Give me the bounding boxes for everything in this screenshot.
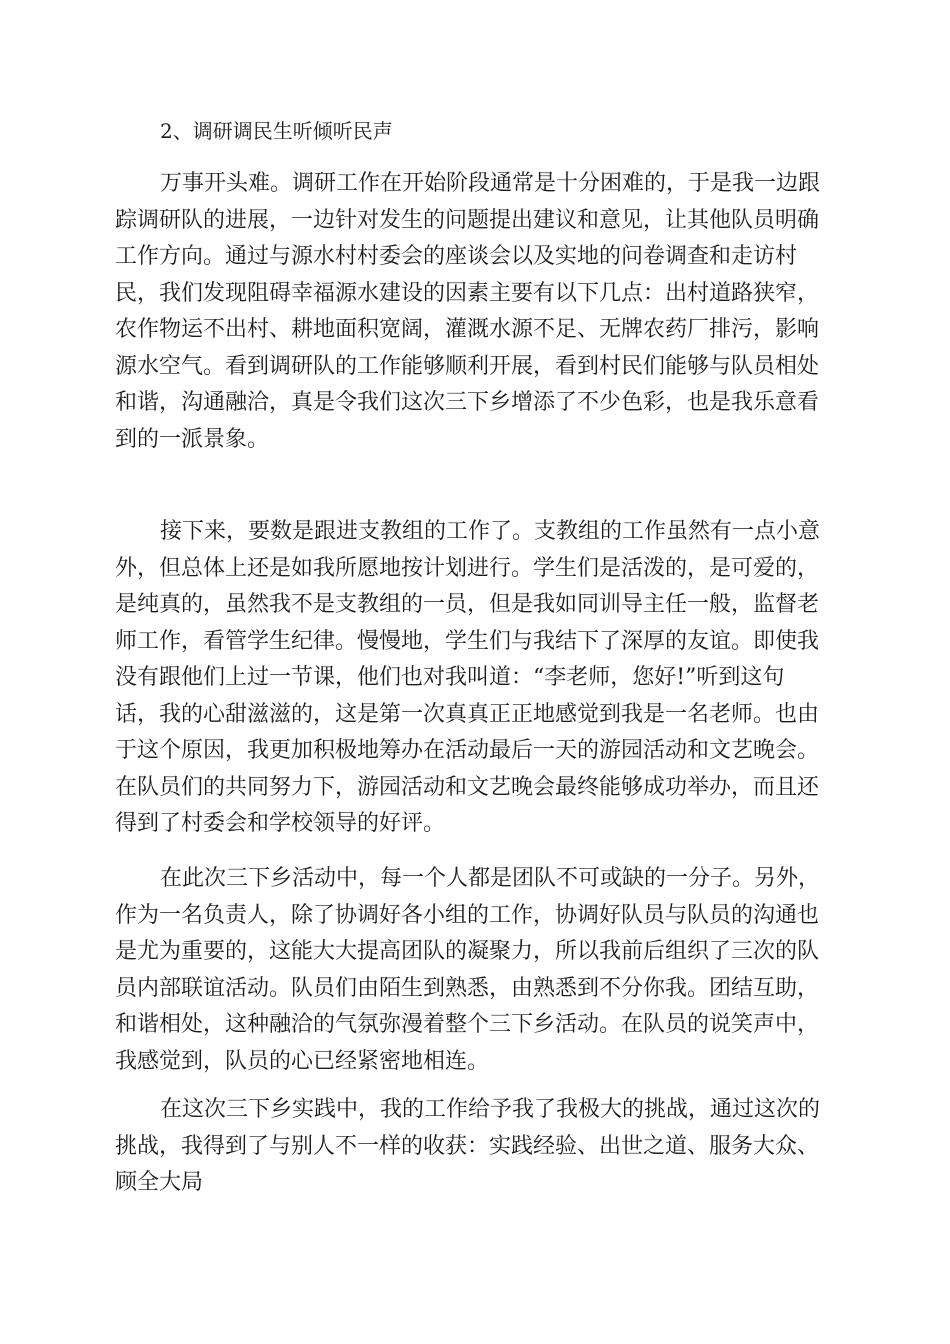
paragraph-line: 外，但总体上还是如我所愿地按计划进行。学生们是活泼的，是可爱的， — [115, 555, 820, 581]
paragraph-teaching — [115, 514, 845, 843]
paragraph-line: 话，我的心甜滋滋的，这是第一次真真正正地感觉到我是一名老师。也由 — [115, 701, 820, 727]
paragraph-line: 得到了村委会和学校领导的好评。 — [115, 811, 446, 836]
section-heading: 2、调研调民生听倾听民声 — [160, 119, 393, 143]
paragraph-line: 顾全大局 — [115, 1170, 204, 1195]
paragraph-line: 是尤为重要的，这能大大提高团队的凝聚力，所以我前后组织了三次的队 — [115, 939, 820, 964]
paragraph-line: 和谐，沟通融洽，真是令我们这次三下乡增添了不少色彩，也是我乐意看 — [115, 390, 820, 415]
paragraph-conclusion — [115, 1092, 845, 1202]
paragraph-line: 到的一派景象。 — [115, 426, 270, 452]
paragraph-line: 万事开头难。调研工作在开始阶段通常是十分困难的，于是我一边跟 — [160, 171, 821, 196]
paragraph-line: 挑战，我得到了与别人不一样的收获：实践经验、出世之道、服务大众、 — [115, 1133, 820, 1159]
paragraph-team — [115, 861, 845, 1080]
paragraph-line: 工作方向。通过与源水村村委会的座谈会以及实地的问卷调查和走访村 — [115, 244, 798, 269]
paragraph-line: 踪调研队的进展，一边针对发生的问题提出建议和意见，让其他队员明确 — [115, 207, 820, 233]
paragraph-line: 源水空气。看到调研队的工作能够顺利开展，看到村民们能够与队员相处 — [115, 353, 820, 379]
paragraph-line: 我感觉到，队员的心已经紧密地相连。 — [115, 1048, 490, 1074]
paragraph-line: 在此次三下乡活动中，每一个人都是团队不可或缺的一分子。另外， — [160, 866, 821, 891]
paragraph-line: 作为一名负责人，除了协调好各小组的工作，协调好队员与队员的沟通也 — [115, 902, 820, 928]
paragraph-survey — [115, 166, 845, 458]
paragraph-line: 是纯真的，虽然我不是支教组的一员，但是我如同训导主任一般，监督老 — [115, 592, 820, 617]
paragraph-line: 员内部联谊活动。队员们由陌生到熟悉，由熟悉到不分你我。团结互助， — [115, 975, 820, 1001]
paragraph-line: 民，我们发现阻碍幸福源水建设的因素主要有以下几点：出村道路狭窄， — [115, 280, 820, 306]
paragraph-line: 在队员们的共同努力下，游园活动和文艺晚会最终能够成功举办，而且还 — [115, 774, 820, 800]
paragraph-line: 于这个原因，我更加积极地筹办在活动最后一天的游园活动和文艺晚会。 — [115, 738, 820, 763]
paragraph-line: 和谐相处，这种融洽的气氛弥漫着整个三下乡活动。在队员的说笑声中， — [115, 1012, 820, 1037]
paragraph-line: 接下来，要数是跟进支教组的工作了。支教组的工作虽然有一点小意 — [160, 519, 821, 544]
paragraph-line: 在这次三下乡实践中，我的工作给予我了我极大的挑战，通过这次的 — [160, 1097, 821, 1122]
paragraph-line: 没有跟他们上过一节课，他们也对我叫道：“李老师，您好!”听到这句 — [115, 665, 785, 690]
paragraph-line: 师工作，看管学生纪律。慢慢地，学生们与我结下了深厚的友谊。即使我 — [115, 628, 820, 654]
paragraph-line: 农作物运不出村、耕地面积宽阔，灌溉水源不足、无牌农药厂排污，影响 — [115, 317, 820, 342]
